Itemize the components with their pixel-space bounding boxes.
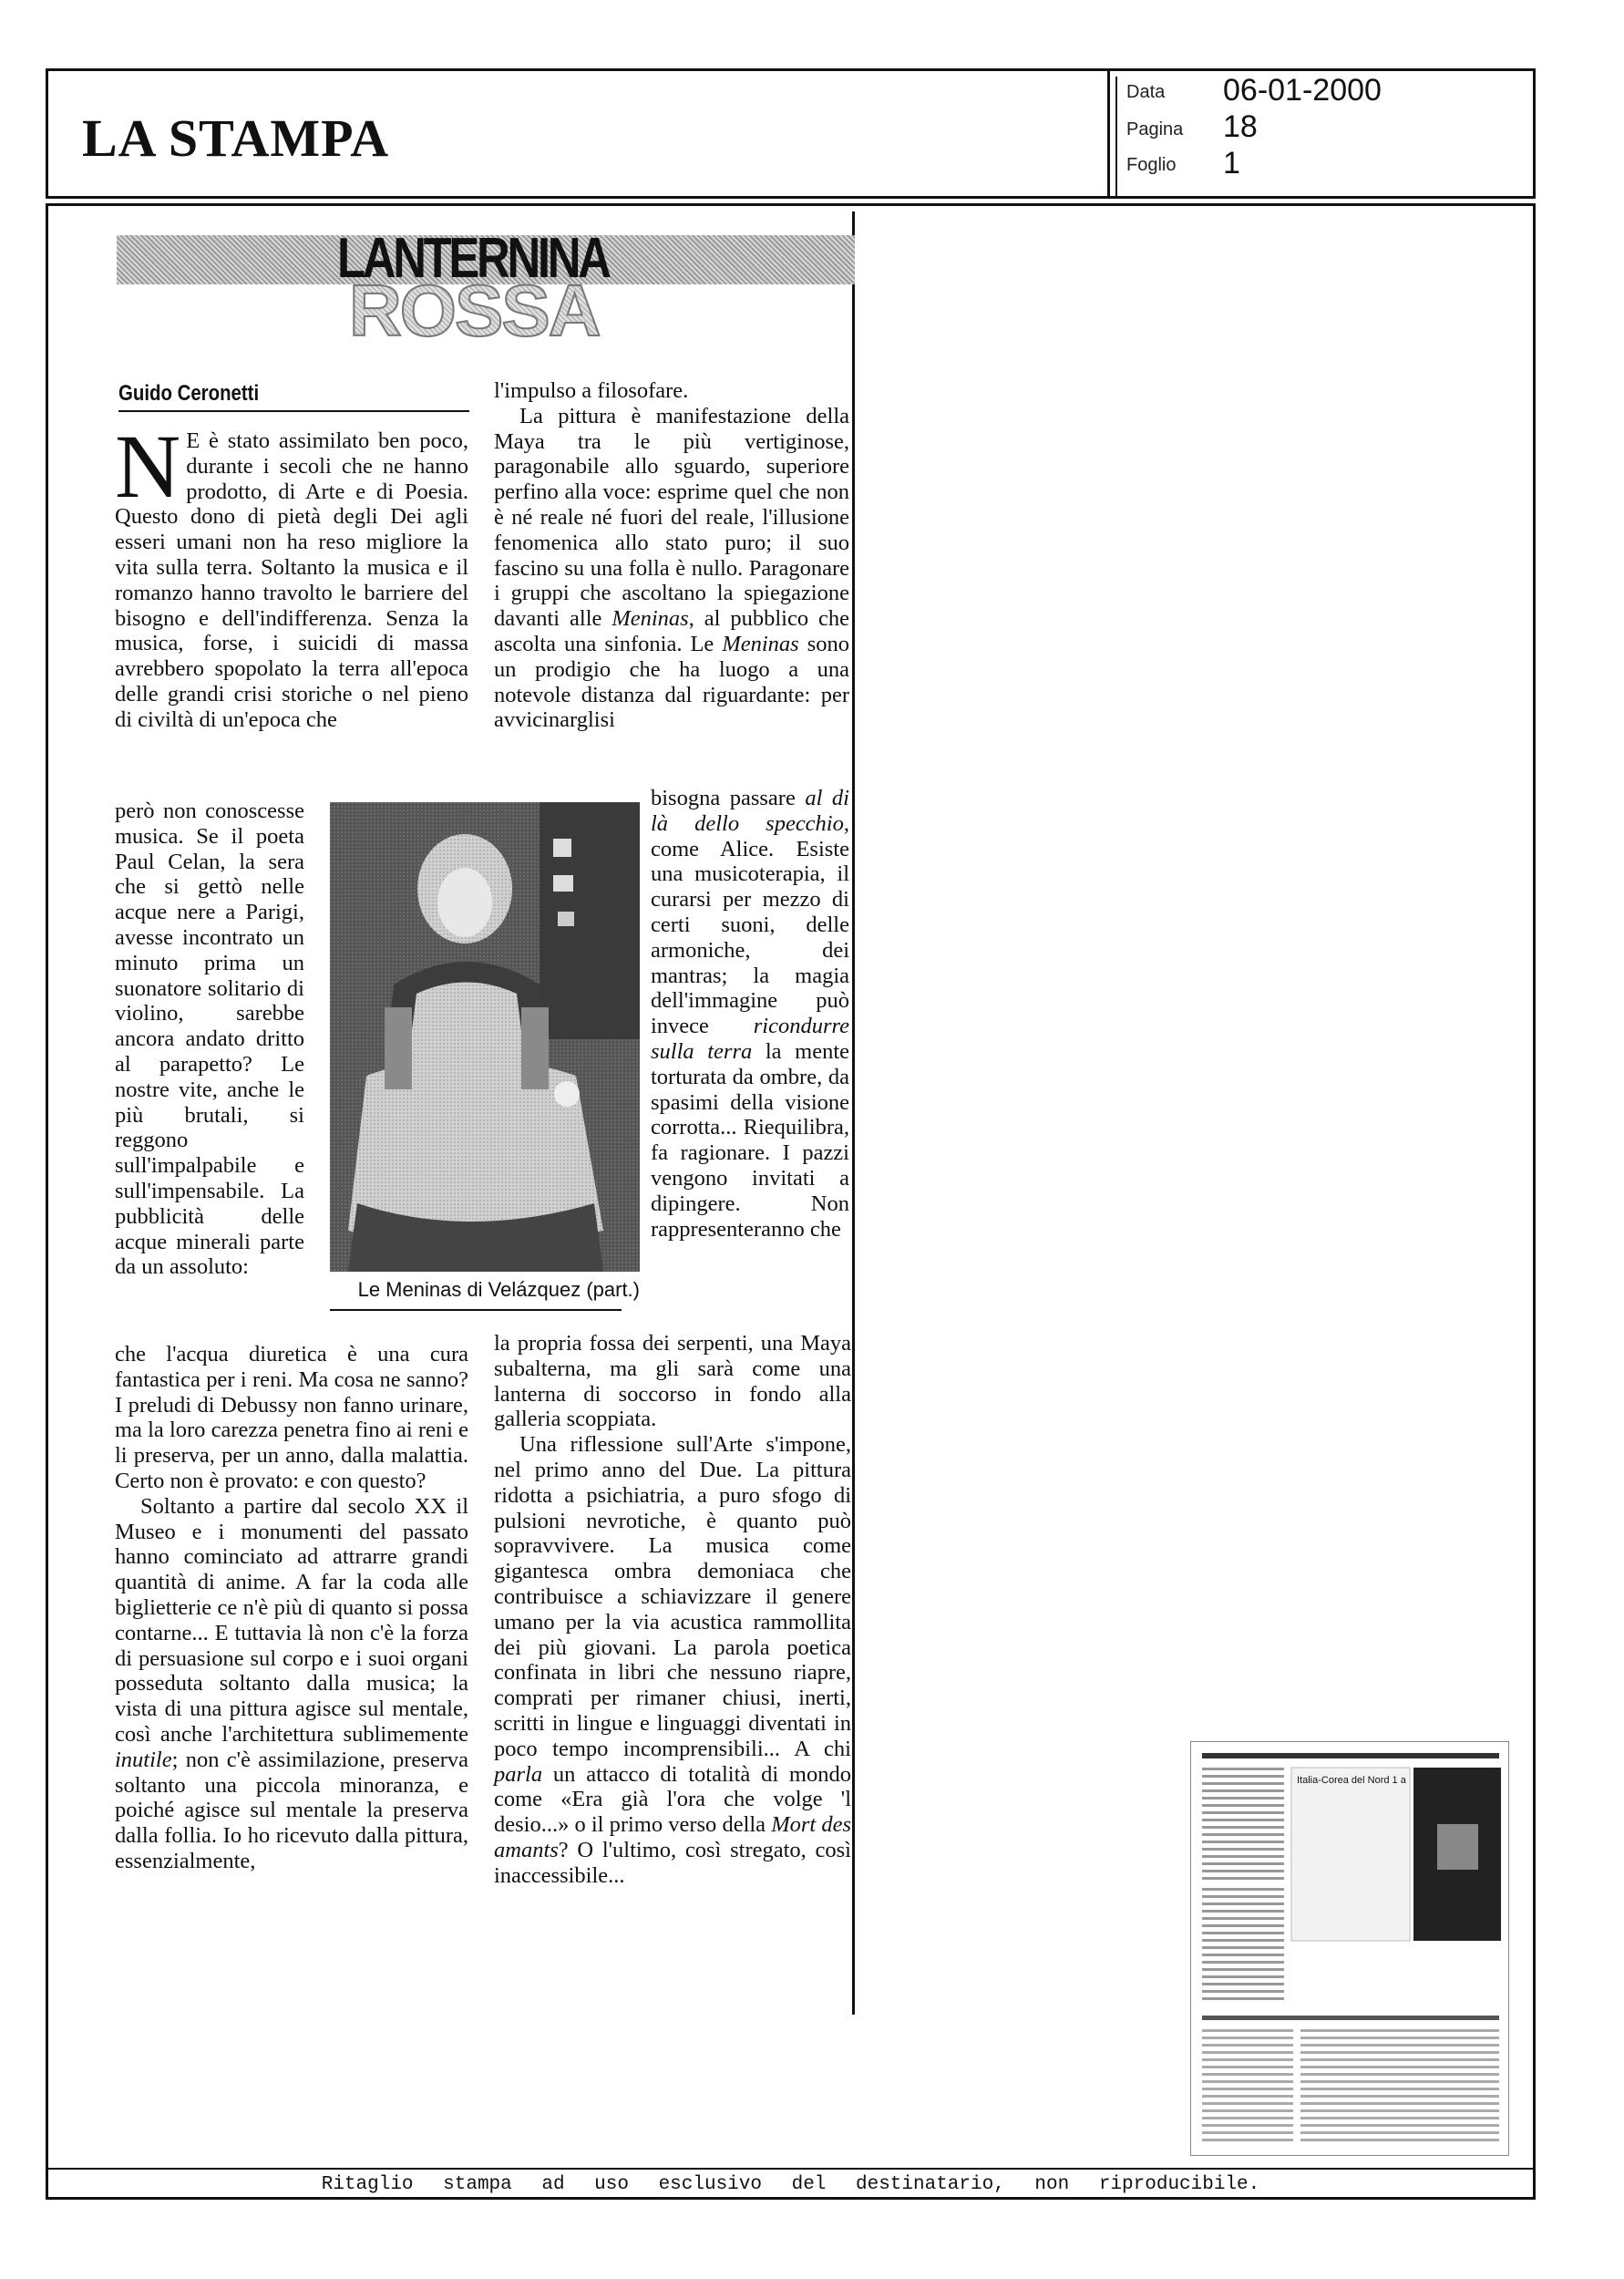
col1-paragraph-2: Soltanto a partire dal secolo XX il Museo e i monumenti del passato hanno cominciato ad attrarre grandi quantità di anime. A far la coda alle biglietterie ce n'è più di quanto si possa contarne... E tuttavia là non c'è la forza di persuasione sul corpo e i suoi organi posseduta soltanto dalla musica; la vista di una pittura agisce sul mentale, così anche l'architettura sublimemente inutile; non c'è assimilazione, preserva soltanto una piccola minoranza, e poiché agisce sul mentale la preserva dalla follia. Io ho ricevuto dalla pittura, essenzialmente, — [115, 1493, 468, 1873]
photo-caption: Le Meninas di Velázquez (part.) — [357, 1278, 640, 1301]
col1-narrow-text: però non conoscesse musica. Se il poeta Paul Celan, la sera che si gettò nelle acque nere a Parigi, avesse incontrato un minuto prima un suonatore solitario di violino, sarebbe ancora andato dritto al parapetto? Le nostre vite, anche le più brutali, si reggono sull'impalpabile e sull'impensabile. La pubblicità delle acque minerali parte da un assoluto: — [115, 799, 304, 1280]
col2-paragraph-3: la propria fossa dei serpenti, una Maya subalterna, ma gli sarà come una lanterna di soccorso in fondo alla galleria scoppiata. — [494, 1331, 851, 1432]
article-col1-top — [115, 416, 468, 802]
page-thumbnail — [1190, 1741, 1509, 2156]
meninas-photo — [330, 802, 640, 1272]
footer-rule — [46, 2168, 1536, 2170]
pagina-value: 18 — [1223, 109, 1258, 144]
pagina-label: Pagina — [1126, 119, 1184, 139]
column-rule — [852, 211, 855, 2015]
article-col2-bottom — [494, 1331, 851, 1987]
foglio-value: 1 — [1223, 146, 1240, 180]
col2-paragraph-1: l'impulso a filosofare. — [494, 378, 689, 403]
footer-notice: Ritaglio stampa ad uso esclusivo del destinatario, non riproducibile. — [321, 2174, 1260, 2195]
caption-rule — [330, 1309, 622, 1311]
masthead: LA STAMPA — [82, 108, 390, 168]
foglio-label: Foglio — [1126, 155, 1177, 175]
article-col1-bottom — [115, 1342, 468, 1998]
article-col2-top — [494, 378, 849, 789]
kicker-line2: ROSSA — [349, 270, 600, 351]
col1-top-text: E è stato assimilato ben poco, durante i secoli che ne hanno prodotto, di Arte e di Poesia. Questo dono di pietà degli Dei agli esseri umani non ha reso migliore la vita sulla terra. Soltanto la musica e il romanzo hanno travolto le barriere del bisogno e dell'indifferenza. Senza la musica, forse, i suicidi di massa avrebbero spopolato la terra all'epoca delle grandi crisi storiche o nel pieno di civiltà di un'epoca che — [115, 428, 468, 732]
thumbnail-headline: Italia-Corea del Nord 1 a — [1297, 1775, 1406, 1786]
kicker-line1: LANTERNINA — [337, 227, 609, 290]
data-value: 06-01-2000 — [1223, 73, 1382, 108]
col2-paragraph-2: La pittura è manifestazione della Maya tra le più vertiginose, paragonabile allo sguardo, superiore perfino alla voce: esprime quel che non è né reale né fuori del reale, l'illusione fenomenica allo stato puro; il suo fascino su una folla è nullo. Paragonare i gruppi che ascoltano la spiegazione davanti alle Meninas, al pubblico che ascolta una sinfonia. Le Meninas sono un prodigio che ha luogo a una notevole distanza dal riguardante: per avvicinarglisi — [494, 403, 850, 733]
author-byline: Guido Ceronetti — [118, 381, 260, 406]
byline-rule — [118, 410, 469, 412]
article-col2-narrow: bisogna passare al di là dello specchio, come Alice. Esiste una musicoterapia, il curarsi per mezzo di certi suoni, delle armoniche, dei mantras; la magia dell'immagine può invece ricondurre sulla terra la mente torturata da ombre, da spasimi della visione corrotta... Riequilibra, fa ragionare. I pazzi vengono invitati a dipingere. Non rappresenteranno che — [651, 786, 850, 1242]
drop-cap: N — [115, 416, 181, 517]
article-col1-narrow — [115, 799, 304, 1346]
col2-paragraph-4: Una riflessione sull'Arte s'impone, nel primo anno del Due. La pittura ridotta a psichiatria, a puro sfogo di pulsioni nevrotiche, è quanto può sopravvivere. La musica come gigantesca ombra demoniaca che contribuisce a schiavizzare il genere umano per la via acustica rammollita dei più giovani. La parola poetica confinata in libri che nessuno riapre, comprati per rimaner chiusi, inerti, scritti in lingue e linguaggi diventati in poco tempo incomprensibili... A chi parla un attacco di totalità di mondo come «Era già l'ora che volge 'l desio...» o il primo verso della Mort des amants? O l'ultimo, così stregato, così inaccessibile... — [494, 1432, 851, 1888]
col1-paragraph-1: che l'acqua diuretica è una cura fantastica per i reni. Ma cosa ne sanno? I preludi di Debussy non fanno urinare, ma la loro carezza penetra fino ai reni e li preserva, per un anno, dalla malattia. Certo non è provato: e con questo? — [115, 1342, 468, 1493]
data-label: Data — [1126, 82, 1166, 102]
